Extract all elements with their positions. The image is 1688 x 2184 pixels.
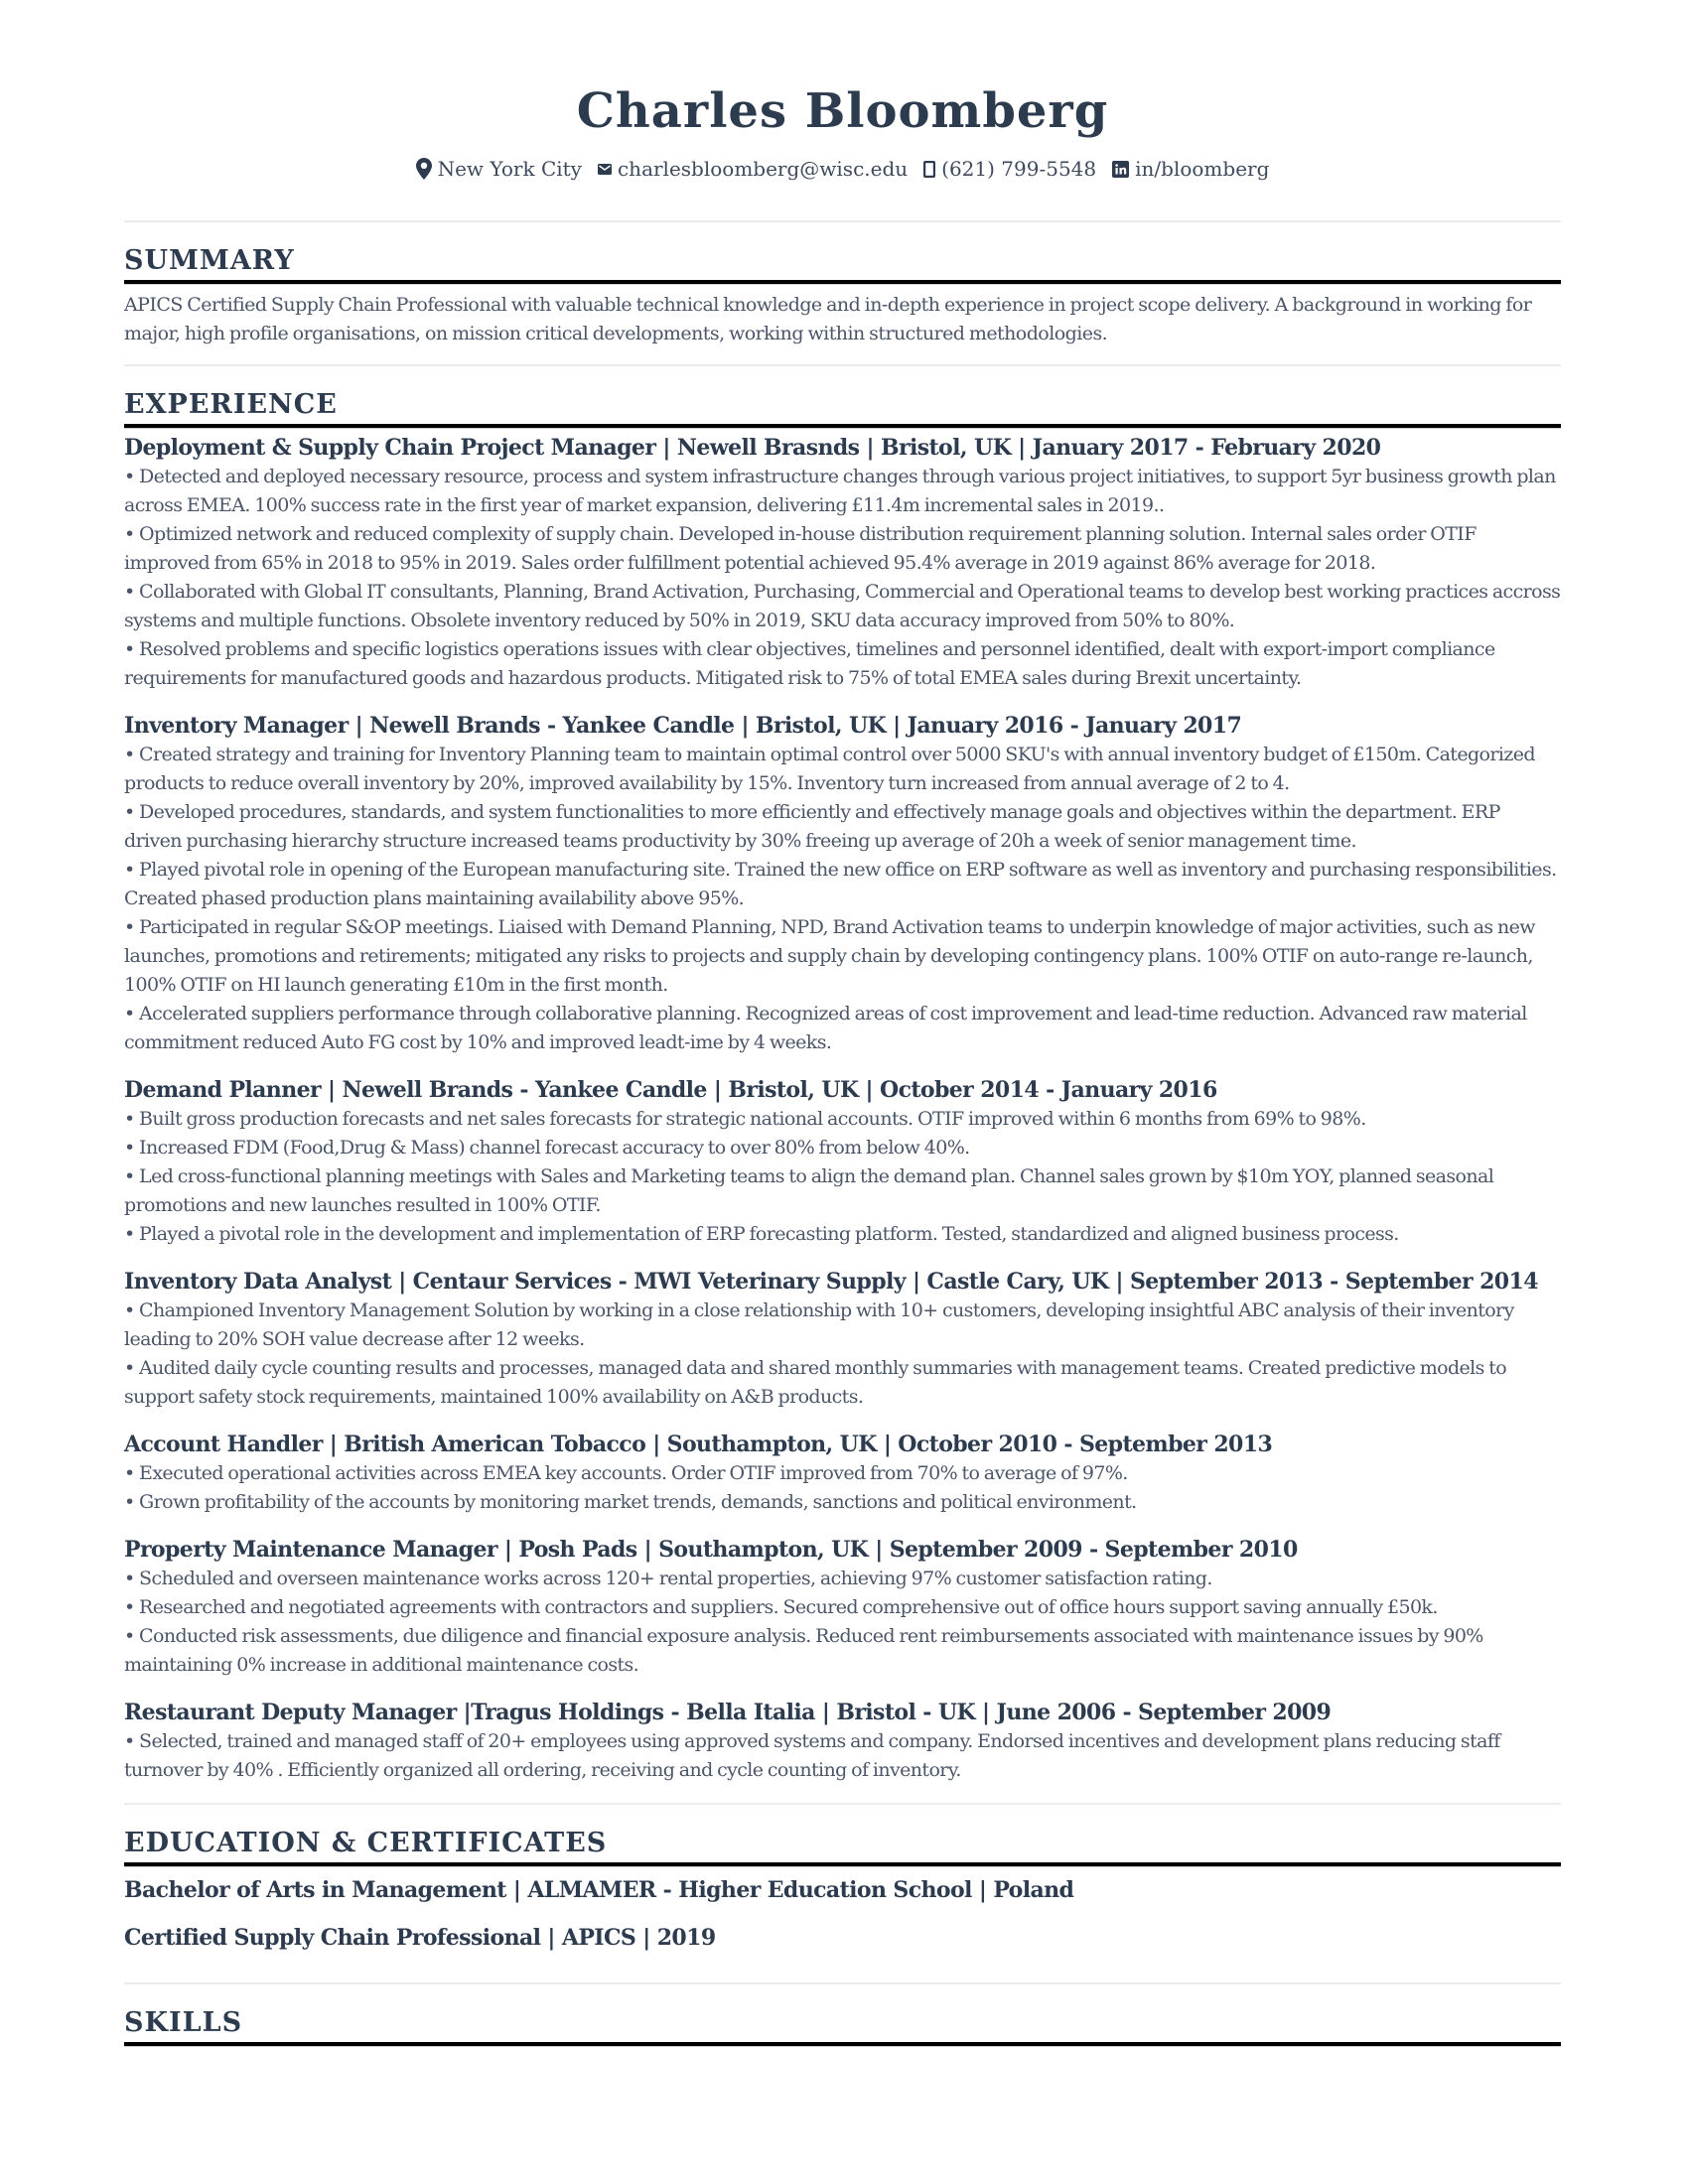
envelope-icon bbox=[598, 164, 612, 175]
contact-phone bbox=[923, 157, 1096, 181]
job-bullet: • Researched and negotiated agreements with contractors and suppliers. Secured comprehensive out of office hours support saving annually £50k. bbox=[124, 1596, 1438, 1618]
job-bullet: • Led cross-functional planning meetings with Sales and Marketing teams to align the demand plan. Channel sales grown by $10m YOY, planned seasonal promotions and new launches resulted in 100% OTIF. bbox=[124, 1165, 1494, 1216]
experience-heading: EXPERIENCE bbox=[124, 389, 338, 420]
skills-heading: SKILLS bbox=[124, 2007, 243, 2038]
job-entry bbox=[124, 1267, 1561, 1412]
location-text: New York City bbox=[437, 157, 582, 181]
job-entry bbox=[124, 1698, 1561, 1785]
job-bullet: • Participated in regular S&OP meetings. Liaised with Demand Planning, NPD, Brand Activation teams to underpin knowledge of major activities, such as new launches, promotions and retirements; mitigated any risks to projects and supply chain by developing contingency plans. 100% OTIF on auto-range re-launch, 100% OTIF on HI launch generating £10m in the first month. bbox=[124, 916, 1535, 996]
job-entry bbox=[124, 433, 1561, 693]
job-entry bbox=[124, 1430, 1561, 1517]
education-section bbox=[124, 1805, 1561, 1953]
job-bullet: • Resolved problems and specific logistics operations issues with clear objectives, timelines and personnel identified, dealt with export-import compliance requirements for manufactured goods and hazardous products. Mitigated risk to 75% of total EMEA sales during Brexit uncertainty. bbox=[124, 638, 1495, 689]
job-entry bbox=[124, 1075, 1561, 1249]
job-bullet: • Executed operational activities across EMEA key accounts. Order OTIF improved from 70% to average of 97%. bbox=[124, 1462, 1128, 1484]
job-heading: Account Handler | British American Tobacco | Southampton, UK | October 2010 - September 2013 bbox=[124, 1432, 1273, 1457]
map-pin-icon bbox=[416, 158, 432, 180]
certificate-item: Certified Supply Chain Professional | APICS | 2019 bbox=[124, 1925, 716, 1951]
contact-email[interactable] bbox=[598, 157, 908, 181]
job-entry bbox=[124, 1535, 1561, 1680]
job-bullet: • Played pivotal role in opening of the European manufacturing site. Trained the new office on ERP software as well as inventory and purchasing responsibilities. Created phased production plans maintaining availability above 95%. bbox=[124, 859, 1557, 909]
job-heading: Demand Planner | Newell Brands - Yankee Candle | Bristol, UK | October 2014 - January 2016 bbox=[124, 1077, 1217, 1103]
section-rule bbox=[124, 1862, 1561, 1867]
job-heading: Property Maintenance Manager | Posh Pads | Southampton, UK | September 2009 - September 2010 bbox=[124, 1537, 1298, 1563]
job-bullet: • Detected and deployed necessary resource, process and system infrastructure changes through various project initiatives, to support 5yr business growth plan across EMEA. 100% success rate in the first year of market expansion, delivering £11.4m incremental sales in 2019.. bbox=[124, 466, 1556, 516]
section-rule bbox=[124, 2042, 1561, 2047]
job-list bbox=[124, 433, 1561, 1785]
job-bullet: • Scheduled and overseen maintenance works across 120+ rental properties, achieving 97% customer satisfaction rating. bbox=[124, 1568, 1212, 1589]
candidate-name: Charles Bloomberg bbox=[576, 83, 1109, 139]
job-heading: Deployment & Supply Chain Project Manager | Newell Brasnds | Bristol, UK | January 2017 - February 2020 bbox=[124, 435, 1381, 461]
job-heading: Inventory Manager | Newell Brands - Yankee Candle | Bristol, UK | January 2016 - January 2017 bbox=[124, 713, 1242, 739]
email-link[interactable]: charlesbloomberg@wisc.edu bbox=[617, 157, 909, 181]
resume-page bbox=[124, 0, 1561, 2047]
job-bullet: • Grown profitability of the accounts by monitoring market trends, demands, sanctions and political environment. bbox=[124, 1491, 1137, 1513]
contact-location bbox=[416, 157, 582, 181]
job-bullet: • Optimized network and reduced complexity of supply chain. Developed in-house distribution requirement planning solution. Internal sales order OTIF improved from 65% in 2018 to 95% in 2019. Sales order fulfillment potential achieved 95.4% average in 2019 against 86% average for 2018. bbox=[124, 523, 1477, 574]
job-heading: Inventory Data Analyst | Centaur Services - MWI Veterinary Supply | Castle Cary, UK | September 2013 - September 2014 bbox=[124, 1269, 1538, 1295]
mobile-phone-icon bbox=[923, 161, 935, 178]
linkedin-icon bbox=[1112, 161, 1129, 178]
job-bullet: • Selected, trained and managed staff of 20+ employees using approved systems and company. Endorsed incentives and development plans reducing staff turnover by 40% . Efficiently organized all ordering, receiving and cycle counting of inventory. bbox=[124, 1730, 1500, 1781]
job-entry bbox=[124, 711, 1561, 1057]
phone-text: (621) 799-5548 bbox=[941, 157, 1097, 181]
summary-text: APICS Certified Supply Chain Professional with valuable technical knowledge and in-depth experience in project scope delivery. A background in working for major, high profile organisations, on mission critical developments, working within structured methodologies. bbox=[124, 294, 1532, 344]
job-bullet: • Audited daily cycle counting results and processes, managed data and shared monthly summaries with management teams. Created predictive models to support safety stock requirements, maintained 100% availability on A&B products. bbox=[124, 1357, 1507, 1408]
education-item: Bachelor of Arts in Management | ALMAMER - Higher Education School | Poland bbox=[124, 1877, 1074, 1903]
job-bullet: • Increased FDM (Food,Drug & Mass) channel forecast accuracy to over 80% from below 40%. bbox=[124, 1137, 970, 1159]
job-bullet: • Played a pivotal role in the development and implementation of ERP forecasting platform. Tested, standardized and aligned business process. bbox=[124, 1223, 1399, 1245]
contact-row bbox=[124, 157, 1561, 181]
job-bullet: • Built gross production forecasts and net sales forecasts for strategic national accounts. OTIF improved within 6 months from 69% to 98%. bbox=[124, 1108, 1366, 1130]
skills-section bbox=[124, 1984, 1561, 2047]
resume-header bbox=[124, 0, 1561, 181]
summary-section bbox=[124, 222, 1561, 348]
summary-heading: SUMMARY bbox=[124, 245, 295, 276]
job-bullet: • Collaborated with Global IT consultants, Planning, Brand Activation, Purchasing, Commercial and Operational teams to develop best working practices accross systems and multiple functions. Obsolete inventory reduced by 50% in 2019, SKU data accuracy improved from 50% to 80%. bbox=[124, 581, 1561, 631]
job-heading: Restaurant Deputy Manager |Tragus Holdings - Bella Italia | Bristol - UK | June 2006 - September 2009 bbox=[124, 1700, 1332, 1725]
contact-linkedin[interactable] bbox=[1112, 157, 1269, 181]
job-bullet: • Conducted risk assessments, due diligence and financial exposure analysis. Reduced rent reimbursements associated with maintenance issues by 90% maintaining 0% increase in additional maintenance costs. bbox=[124, 1625, 1483, 1676]
job-bullet: • Created strategy and training for Inventory Planning team to maintain optimal control over 5000 SKU's with annual inventory budget of £150m. Categorized products to reduce overall inventory by 20%, improved availability by 15%. Inventory turn increased from annual average of 2 to 4. bbox=[124, 744, 1535, 794]
section-rule bbox=[124, 424, 1561, 429]
education-heading: EDUCATION & CERTIFICATES bbox=[124, 1828, 608, 1858]
job-bullet: • Accelerated suppliers performance through collaborative planning. Recognized areas of cost improvement and lead-time reduction. Advanced raw material commitment reduced Auto FG cost by 10% and improved leadt-ime by 4 weeks. bbox=[124, 1003, 1527, 1053]
job-bullet: • Championed Inventory Management Solution by working in a close relationship with 10+ customers, developing insightful ABC analysis of their inventory leading to 20% SOH value decrease after 12 weeks. bbox=[124, 1299, 1514, 1350]
job-bullet: • Developed procedures, standards, and system functionalities to more efficiently and effectively manage goals and objectives within the department. ERP driven purchasing hierarchy structure increased teams productivity by 30% freeing up average of 20h a week of senior management time. bbox=[124, 801, 1500, 852]
experience-section bbox=[124, 366, 1561, 1785]
section-rule bbox=[124, 280, 1561, 285]
linkedin-link[interactable]: in/bloomberg bbox=[1135, 157, 1270, 181]
